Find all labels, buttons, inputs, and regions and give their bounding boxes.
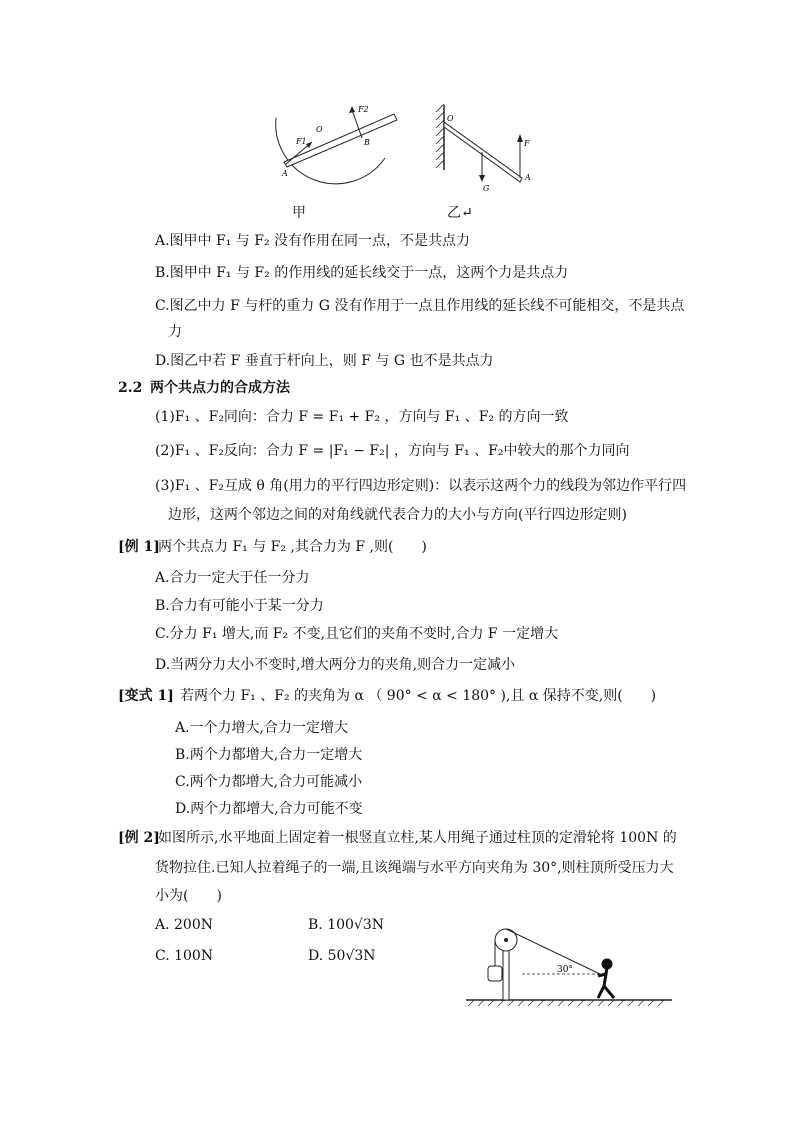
method-3-cont: 边形，这两个邻边之间的对角线就代表合力的大小与方向(平行四边形定则)	[168, 507, 627, 523]
variant1-option-a: A.一个力增大,合力一定增大	[175, 720, 349, 736]
example1-option-b: B.合力有可能小于某一分力	[155, 598, 324, 614]
example2-stem-2: 货物拉住.已知人拉着绳子的一端,且该绳端与水平方向夹角为 30°,则柱顶所受压力大	[155, 860, 674, 876]
caption-yi: 乙↵	[447, 205, 473, 221]
figure-yi	[430, 100, 540, 195]
angle-label: 30°	[557, 965, 573, 975]
rope-to-person	[506, 929, 600, 974]
example2-option-c: C. 100N	[155, 948, 214, 964]
section-title: 两个共点力的合成方法	[150, 380, 290, 396]
variant1-option-b: B.两个力都增大,合力一定增大	[175, 747, 363, 763]
f1-arrowhead	[306, 142, 312, 148]
label-g: G	[483, 184, 490, 193]
ground-hatching	[468, 1000, 664, 1006]
label-f1: F1	[296, 137, 307, 146]
q1-option-b: B.图甲中 F₁ 与 F₂ 的作用线的延长线交于一点，这两个力是共点力	[155, 265, 569, 281]
q1-option-d: D.图乙中若 F 垂直于杆向上，则 F 与 G 也不是共点力	[155, 353, 494, 369]
label-a: A	[282, 169, 288, 178]
variant1-option-d: D.两个力都增大,合力可能不变	[175, 801, 363, 817]
example1-option-d: D.当两分力大小不变时,增大两分力的夹角,则合力一定减小	[155, 657, 516, 673]
cargo	[488, 966, 502, 981]
example1-tag: [例 1]	[118, 539, 160, 555]
example2-option-a: A. 200N	[155, 917, 213, 933]
example2-option-b: B. 100√3N	[308, 917, 384, 933]
f2-arrowhead	[349, 106, 355, 113]
f-arrowhead	[517, 134, 523, 142]
person	[598, 960, 614, 998]
example1-option-c: C.分力 F₁ 增大,而 F₂ 不变,且它们的夹角不变时,合力 F 一定增大	[155, 626, 559, 642]
q1-option-c-cont: 力	[168, 324, 182, 340]
example2-option-d: D. 50√3N	[308, 948, 376, 964]
g-arrowhead	[479, 175, 485, 182]
variant1-option-c: C.两个力都增大,合力可能减小	[175, 774, 363, 790]
label-f: F	[524, 139, 530, 148]
pulley-axle	[504, 938, 508, 942]
figure-pulley	[462, 918, 677, 1010]
example2-stem-3: 小为( )	[155, 888, 222, 904]
method-1: (1)F₁ 、F₂同向：合力 F = F₁ + F₂ ，方向与 F₁ 、F₂ 的方向一致	[155, 409, 569, 425]
method-3: (3)F₁ 、F₂互成 θ 角(用力的平行四边形定则)：以表示这两个力的线段为邻边作平行四	[155, 478, 687, 494]
q1-option-a: A.图甲中 F₁ 与 F₂ 没有作用在同一点，不是共点力	[155, 233, 471, 249]
label-b: B	[364, 138, 370, 147]
variant1-tag: [变式 1]	[118, 688, 174, 704]
q1-option-c: C.图乙中力 F 与杆的重力 G 没有作用于一点且作用线的延长线不可能相交，不是共点	[155, 298, 685, 314]
wall-hatching	[436, 104, 444, 168]
method-2: (2)F₁ 、F₂反向：合力 F = |F₁ − F₂| ，方向与 F₁ 、F₂中较大的那个力同向	[155, 443, 630, 459]
example1-option-a: A.合力一定大于任一分力	[155, 570, 310, 586]
example2-stem-1: 如图所示,水平地面上固定着一根竖直立柱,某人用绳子通过柱顶的定滑轮将 100N 的	[158, 830, 677, 846]
label-o: O	[316, 125, 323, 134]
variant1-stem: 若两个力 F₁ 、F₂ 的夹角为 α （ 90° < α < 180° ),且 α 保持不变,则( )	[180, 688, 657, 704]
label-f2: F2	[358, 105, 369, 114]
rod-yi	[444, 122, 522, 182]
example1-stem: 两个共点力 F₁ 与 F₂ ,其合力为 F ,则( )	[158, 539, 427, 555]
example2-tag: [例 2]	[118, 830, 160, 846]
figure-jia	[270, 100, 410, 185]
label-a-yi: A	[525, 173, 531, 182]
caption-jia: 甲	[292, 205, 306, 221]
label-o-yi: O	[447, 114, 454, 123]
section-number: 2.2	[118, 380, 143, 396]
